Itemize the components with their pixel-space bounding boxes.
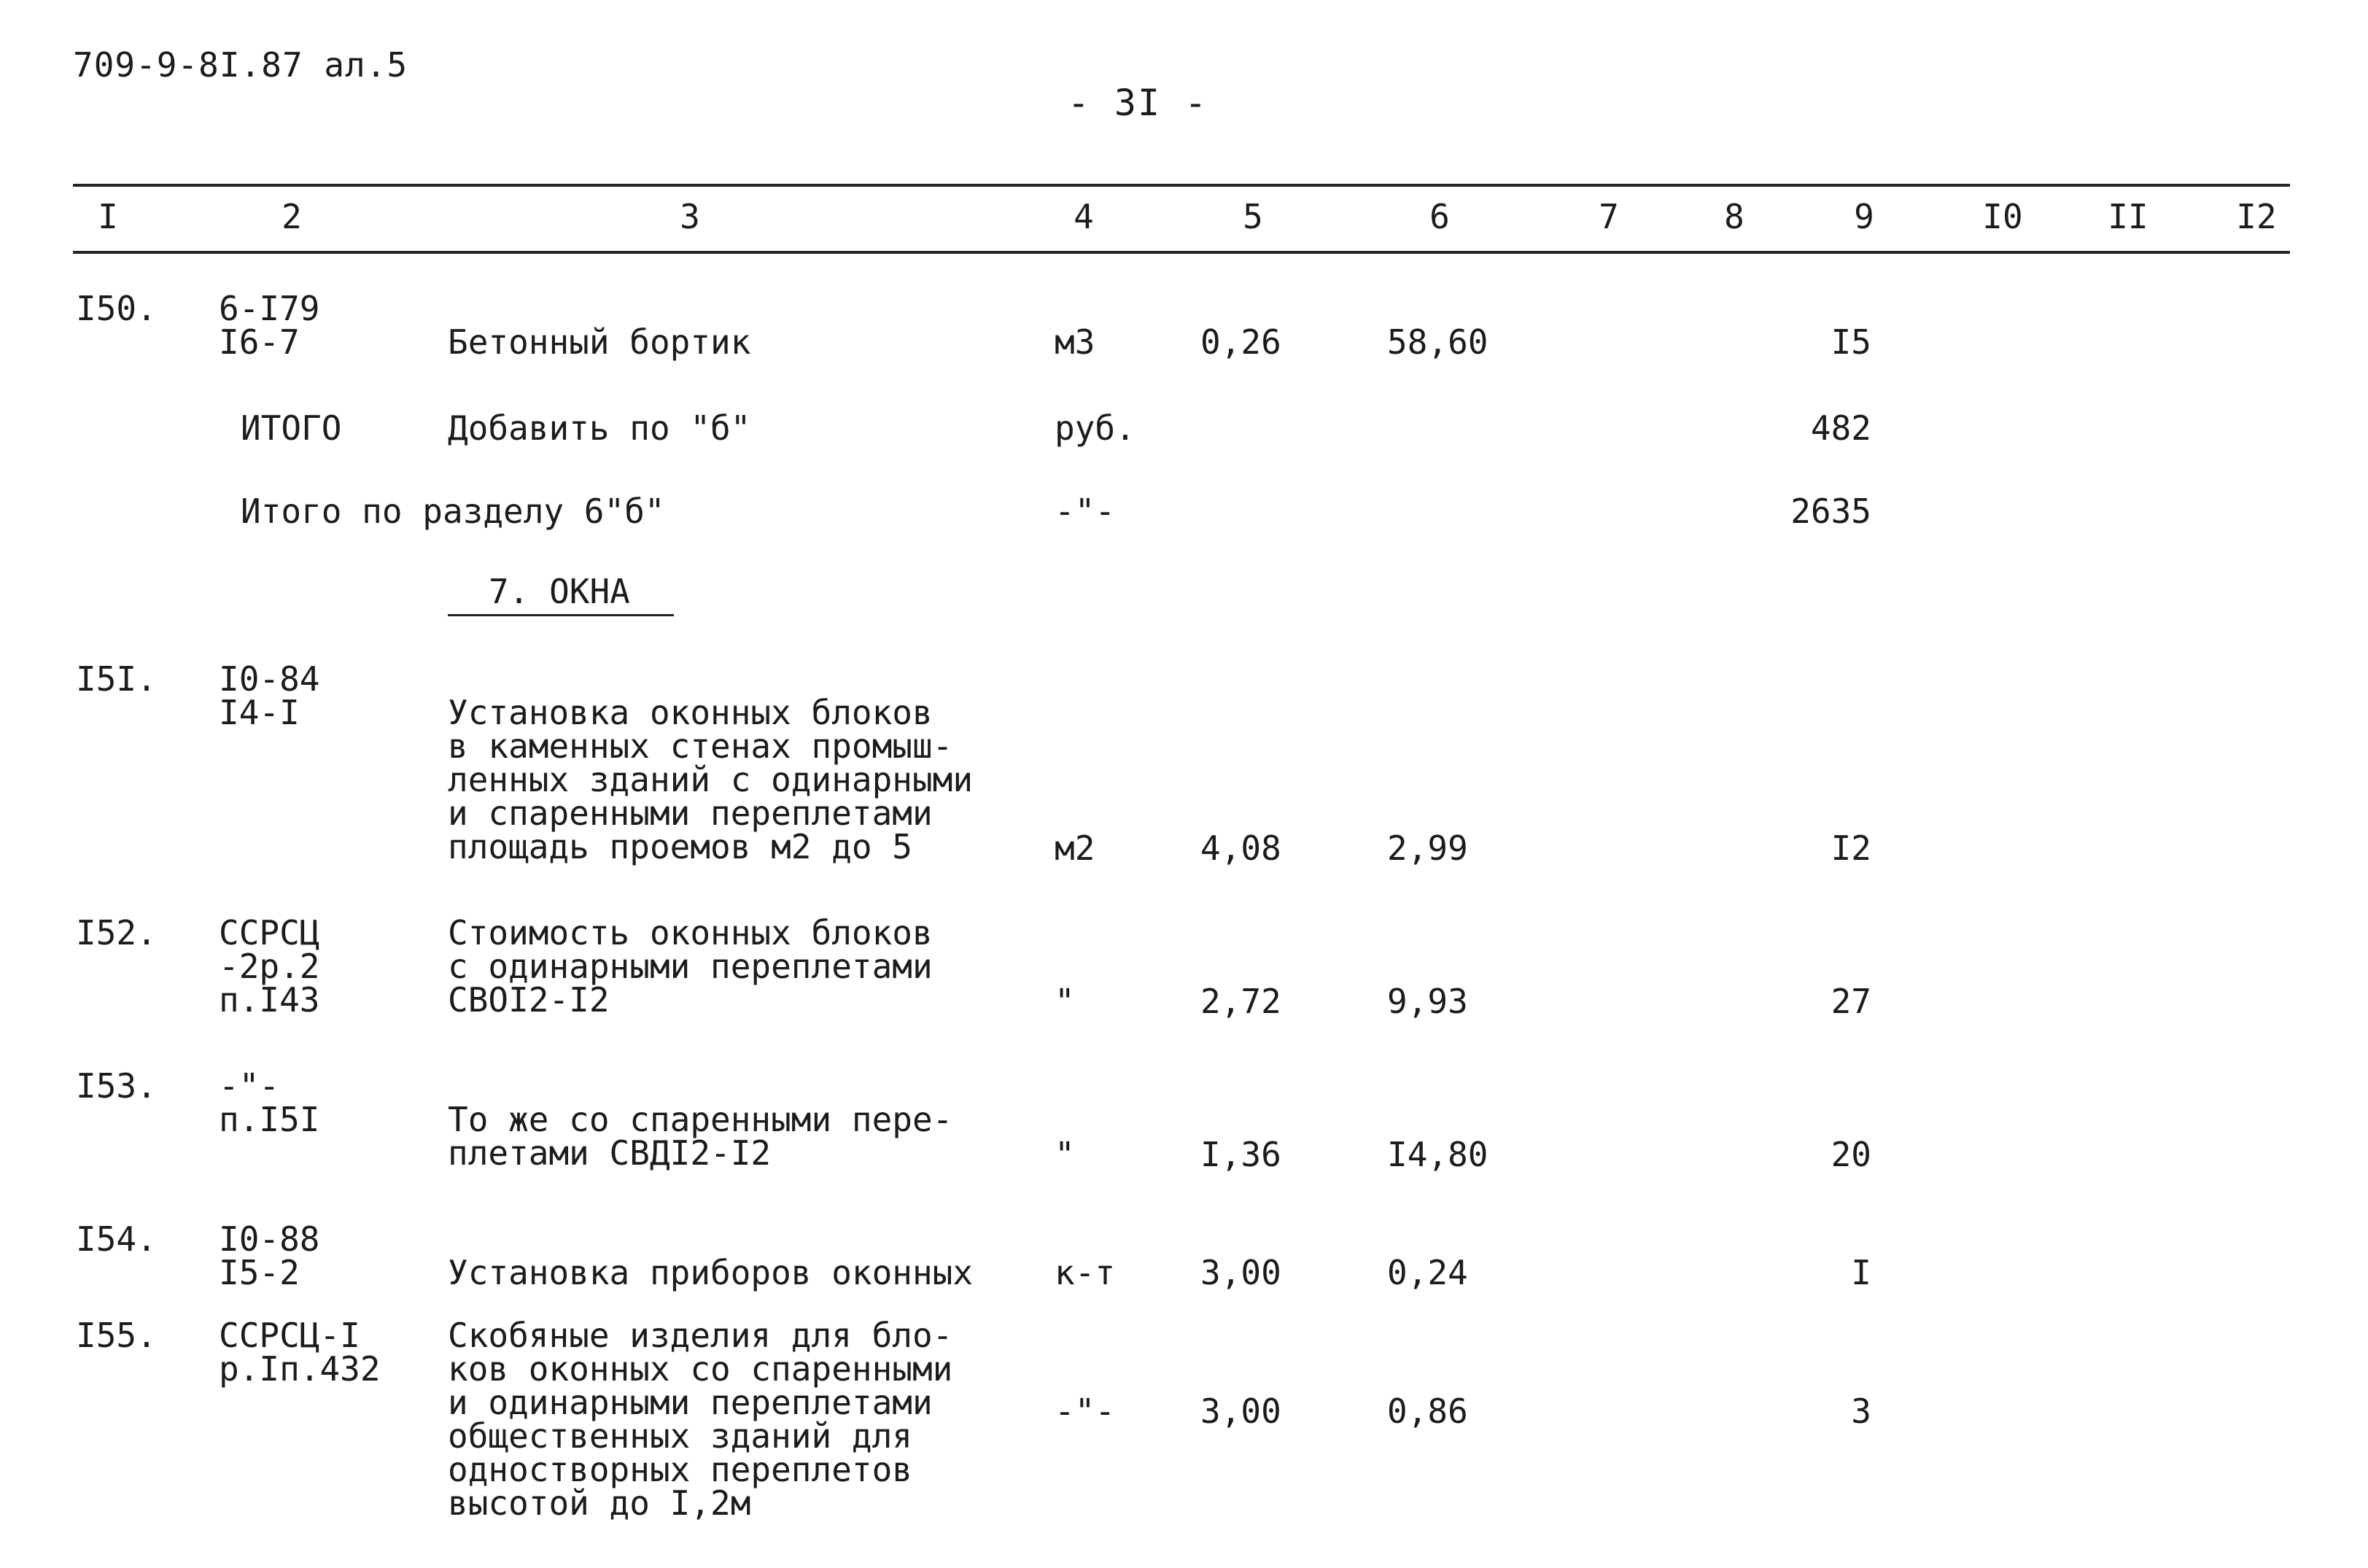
- column-header-8: 8: [1724, 197, 1744, 236]
- column-header-4: 4: [1074, 197, 1094, 236]
- table-row-description: То же со спаренными пере- плетами СВДI2-I2: [448, 1100, 953, 1173]
- table-row-code: ССРСЦ-I р.Iп.432: [219, 1316, 381, 1389]
- subtotal-total: 482: [1810, 408, 1871, 448]
- table-row-unit-price: 58,60: [1387, 322, 1488, 362]
- table-row-quantity: 4,08: [1200, 828, 1281, 868]
- column-header-10: I0: [1982, 197, 2023, 236]
- table-row-description: Скобяные изделия для бло- ков оконных со спаренными и одинарными переплетами общественных зданий для одностворных переплетов высотой до I,2м: [448, 1316, 953, 1523]
- column-header-7: 7: [1599, 197, 1619, 236]
- table-row-code: I0-88 I5-2: [219, 1219, 320, 1292]
- table-row-unit-price: I4,80: [1387, 1135, 1488, 1174]
- table-row-unit-price: 9,93: [1387, 982, 1468, 1021]
- table-row-unit: к-т: [1055, 1253, 1116, 1292]
- table-row-number: I52.: [76, 913, 157, 952]
- table-row-quantity: I,36: [1200, 1135, 1281, 1174]
- page-number: - 3I -: [1067, 82, 1208, 124]
- table-row-number: I55.: [76, 1316, 157, 1355]
- table-row-description: Бетонный бортик: [448, 322, 751, 362]
- table-row-quantity: 0,26: [1200, 322, 1281, 362]
- table-row-unit: м3: [1055, 322, 1095, 362]
- table-header-bottom-rule: [73, 251, 2290, 254]
- table-row-description: Установка приборов оконных: [448, 1253, 974, 1292]
- table-row-unit: -"-: [1055, 1392, 1116, 1431]
- table-row-number: I53.: [76, 1066, 157, 1106]
- table-row-quantity: 2,72: [1200, 982, 1281, 1021]
- subtotal-description: Добавить по "б": [448, 408, 751, 448]
- table-row-total: 20: [1831, 1135, 1871, 1174]
- table-row-unit: ": [1055, 1135, 1075, 1174]
- column-header-1: I: [98, 197, 118, 236]
- table-row-total: I2: [1831, 828, 1871, 868]
- table-row-unit-price: 0,24: [1387, 1253, 1468, 1292]
- section-title: 7. ОКНА: [448, 575, 674, 616]
- column-header-12: I2: [2236, 197, 2277, 236]
- table-row-number: I54.: [76, 1219, 157, 1259]
- section-total-value: 2635: [1790, 492, 1871, 531]
- table-row-description: Установка оконных блоков в каменных стенах промыш- ленных зданий с одинарными и спаренными переплетами площадь проемов м2 до 5: [448, 693, 974, 866]
- table-row-total: I: [1851, 1253, 1871, 1292]
- table-row-code: ССРСЦ -2р.2 п.I43: [219, 913, 320, 1020]
- table-row-quantity: 3,00: [1200, 1253, 1281, 1292]
- table-row-unit-price: 0,86: [1387, 1392, 1468, 1431]
- table-row-total: 27: [1831, 982, 1871, 1021]
- section-total-label: Итого по разделу 6"б": [241, 492, 665, 531]
- column-header-5: 5: [1243, 197, 1263, 236]
- table-row-description: Стоимость оконных блоков с одинарными переплетами СВОI2-I2: [448, 913, 933, 1020]
- column-header-2: 2: [282, 197, 302, 236]
- column-header-6: 6: [1429, 197, 1450, 236]
- table-row-unit: м2: [1055, 828, 1095, 868]
- column-header-11: II: [2108, 197, 2148, 236]
- column-header-3: 3: [680, 197, 700, 236]
- subtotal-unit: руб.: [1055, 408, 1136, 448]
- table-row-total: I5: [1831, 322, 1871, 362]
- table-row-unit-price: 2,99: [1387, 828, 1468, 868]
- column-header-9: 9: [1854, 197, 1874, 236]
- table-row-unit: ": [1055, 982, 1075, 1021]
- table-row-code: I0-84 I4-I: [219, 659, 320, 732]
- table-row-quantity: 3,00: [1200, 1392, 1281, 1431]
- document-code: 709-9-8I.87 ал.5: [73, 45, 408, 85]
- subtotal-label: ИТОГО: [241, 408, 342, 448]
- section-total-unit: -"-: [1055, 492, 1116, 531]
- table-row-code: 6-I79 I6-7: [219, 289, 320, 362]
- table-row-number: I5I.: [76, 659, 157, 699]
- table-row-number: I50.: [76, 289, 157, 328]
- table-row-code: -"- п.I5I: [219, 1066, 320, 1139]
- table-header-top-rule: [73, 184, 2290, 187]
- table-row-total: 3: [1851, 1392, 1871, 1431]
